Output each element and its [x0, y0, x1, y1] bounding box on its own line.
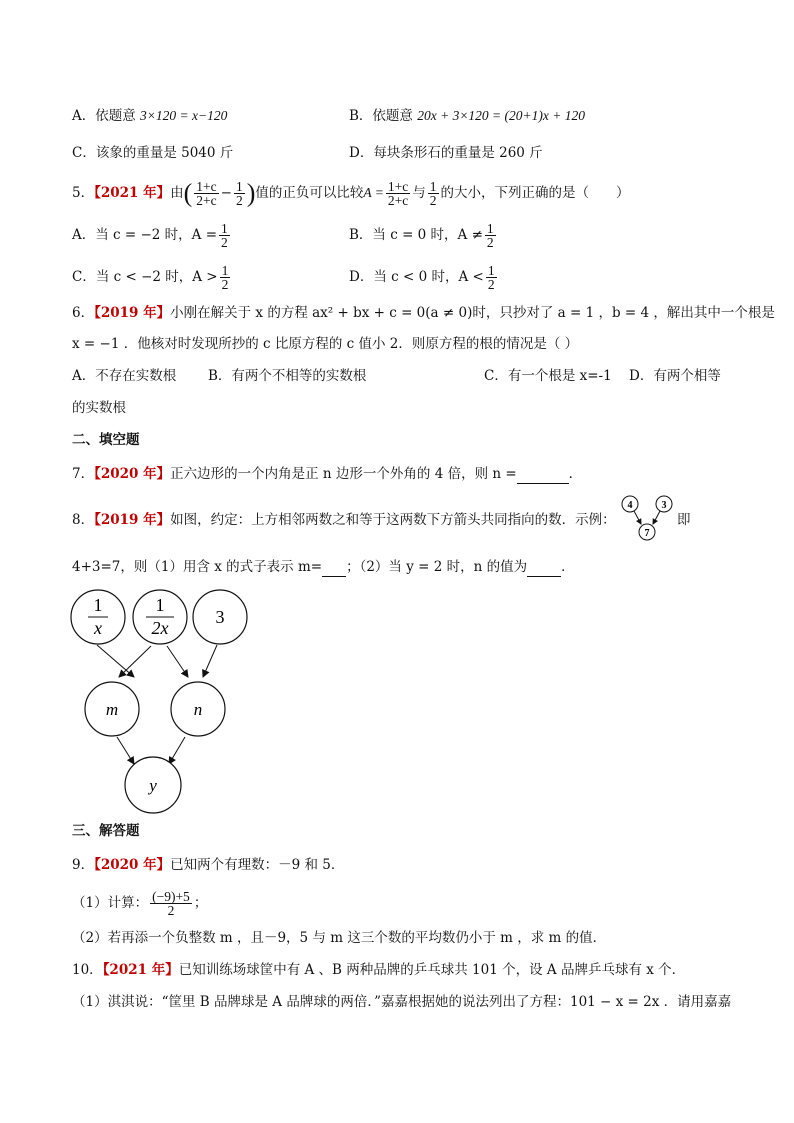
- text: ；（2）当 y = 2 时，n 的值为: [346, 559, 528, 575]
- arrow: [97, 645, 134, 677]
- q5-option-d: [349, 264, 499, 291]
- math: A =: [363, 185, 384, 200]
- node-denominator: 2x: [151, 618, 169, 638]
- denominator: 2: [235, 193, 243, 208]
- example-node-b-label: 3: [661, 500, 667, 511]
- fraction: [485, 222, 496, 249]
- option-label: A．依题意: [72, 108, 136, 124]
- q8-line1: [72, 510, 616, 530]
- denominator: 2: [487, 277, 495, 292]
- equation: 3×120 = x−120: [140, 108, 228, 123]
- answer-blank-n[interactable]: [527, 562, 561, 577]
- node-denominator: x: [94, 618, 102, 638]
- year-tag: 【2021 年】: [94, 185, 171, 201]
- text: 正六边形的一个内角是正 n 边形一个外角的 4 倍，则 n =: [170, 466, 517, 482]
- year-tag: 【2019 年】: [94, 305, 171, 321]
- fraction: [386, 180, 410, 207]
- q4-option-c: C．该象的重量是 5040 斤: [72, 145, 234, 161]
- fraction: [219, 222, 230, 249]
- year-tag: 【2019 年】: [94, 512, 171, 528]
- q4-option-d: D．每块条形石的重量是 260 斤: [349, 145, 543, 161]
- text: 由: [170, 185, 184, 201]
- arrow: [167, 646, 188, 677]
- text: ．: [561, 559, 575, 575]
- q5-option-c: [72, 264, 232, 291]
- q10-stem: [72, 960, 685, 980]
- numerator: 1: [486, 221, 494, 236]
- q6-line2: x = −1 ．他核对时发现所抄的 c 比原方程的 c 值小 2．则原方程的根的情况是（ ）: [72, 336, 579, 352]
- fraction: [428, 180, 439, 207]
- text: 的大小，下列正确的是（ ）: [440, 185, 630, 201]
- fraction: [194, 180, 218, 207]
- paren: ): [246, 178, 256, 208]
- numerator: 1+c: [387, 179, 409, 194]
- question-number: 6．: [72, 305, 95, 321]
- fraction: [220, 264, 231, 291]
- year-tag: 【2020 年】: [94, 466, 171, 482]
- q8-ji: 即: [677, 512, 691, 528]
- text: 值的正负可以比较: [255, 185, 364, 201]
- numerator: 1: [487, 263, 495, 278]
- text: 已知两个有理数：－9 和 5．: [170, 857, 345, 873]
- q9-part1: [72, 890, 207, 917]
- section-title-fill-blank: 二、填空题: [72, 432, 140, 448]
- answer-blank-m[interactable]: [322, 562, 346, 577]
- numerator: 1+c: [196, 179, 217, 194]
- arrow: [119, 646, 151, 677]
- node-label: n: [193, 700, 203, 719]
- q5-stem: 5．【2021 年】由( $\frac{1+c}{2+c}$ − $\frac{1}{2}$ )值的正负可以比较A = $\frac{1+c}{2+c}$ 与 $\frac{1}{2}$ 的大小，下列正确的是（ ）: [72, 178, 630, 208]
- q6-option-c: C．有一个根是 x=-1: [484, 368, 612, 384]
- question-number: 10．: [72, 962, 103, 978]
- denominator: 2: [429, 193, 437, 208]
- example-node-a-label: 4: [627, 500, 633, 511]
- numerator: 1: [429, 179, 437, 194]
- arrow: [169, 737, 185, 764]
- arrow: [117, 737, 134, 764]
- numerator: 1: [221, 221, 228, 236]
- text: 小刚在解关于 x 的方程 ax² + bx + c = 0(a ≠ 0)时，只抄对了 a = 1 ，b = 4 ，解出其中一个根是: [170, 305, 775, 321]
- paren: (: [183, 178, 193, 208]
- denominator: 2+c: [196, 193, 217, 208]
- denominator: 2: [167, 903, 175, 918]
- year-tag: 【2020 年】: [94, 857, 171, 873]
- node-numerator: 1: [155, 595, 165, 615]
- example-diagram: [618, 492, 678, 542]
- example-arrow: [653, 511, 660, 524]
- year-tag: 【2021 年】: [102, 962, 179, 978]
- q9-part2: （2）若再添一个负整数 m ，且－9，5 与 m 这三个数的平均数仍小于 m ，求 m 的值．: [72, 930, 607, 946]
- denominator: 2: [221, 277, 229, 292]
- text: ；: [193, 895, 208, 911]
- q6-line1: [72, 303, 775, 323]
- question-number: 9．: [72, 857, 95, 873]
- question-number: 5．: [72, 185, 95, 201]
- q4-option-a: [72, 106, 227, 126]
- text: 4+3=7，则（1）用含 x 的式子表示 m=: [72, 559, 323, 575]
- fraction: [234, 180, 245, 207]
- question-number: 8．: [72, 512, 95, 528]
- q4-option-b: [349, 106, 585, 126]
- denominator: 2+c: [387, 193, 409, 208]
- q6-option-d: D．有两个相等: [629, 368, 721, 384]
- node-label: m: [105, 700, 119, 719]
- text: 与: [412, 185, 426, 201]
- denominator: 2: [486, 235, 494, 250]
- option-text: C．当 c < −2 时，A >: [72, 269, 218, 285]
- numerator: 1: [235, 179, 243, 194]
- fraction: [150, 890, 192, 917]
- node-label: 3: [215, 607, 225, 627]
- option-text: B．当 c = 0 时，A ≠: [349, 227, 483, 243]
- q5-option-b: [349, 222, 498, 249]
- example-node-c-label: 7: [644, 528, 650, 539]
- fraction: [486, 264, 497, 291]
- node-label: y: [149, 776, 157, 795]
- question-number: 7．: [72, 466, 95, 482]
- section-title-answer: 三、解答题: [72, 823, 140, 839]
- q5-option-a: [72, 222, 232, 249]
- text: （1）计算：: [72, 895, 149, 911]
- q10-part1: （1）淇淇说：“筐里 B 品牌球是 A 品牌球的两倍．”嘉嘉根据她的说法列出了方程：101 − x = 2x ．请用嘉嘉: [72, 994, 732, 1010]
- option-text: A．当 c = −2 时，A =: [72, 227, 218, 243]
- node-numerator: 1: [93, 595, 103, 615]
- equation: 20x + 3×120 = (20+1)x + 120: [417, 108, 585, 123]
- arrow: [203, 645, 217, 677]
- q9-stem: [72, 855, 344, 875]
- text: 已知训练场球筐中有 A 、B 两种品牌的乒乓球共 101 个，设 A 品牌乒乓球有 x 个．: [178, 962, 686, 978]
- option-label: B．依题意: [349, 108, 413, 124]
- text: ．: [568, 466, 583, 482]
- denominator: 2: [221, 235, 228, 250]
- numerator: (−9)+5: [152, 889, 190, 904]
- numerator: 1: [221, 263, 229, 278]
- answer-blank[interactable]: [517, 469, 569, 484]
- q6-option-b: B．有两个不相等的实数根: [208, 368, 367, 384]
- q6-option-d-cont: 的实数根: [72, 400, 126, 416]
- number-tree-diagram: [60, 580, 260, 820]
- q6-option-a: A．不存在实数根: [72, 368, 177, 384]
- option-text: D．当 c < 0 时，A <: [349, 269, 484, 285]
- q8-line2: [72, 557, 575, 577]
- q7: [72, 464, 582, 484]
- example-arrow: [634, 511, 641, 524]
- text: 如图，约定：上方相邻两数之和等于这两数下方箭头共同指向的数．示例：: [170, 512, 616, 528]
